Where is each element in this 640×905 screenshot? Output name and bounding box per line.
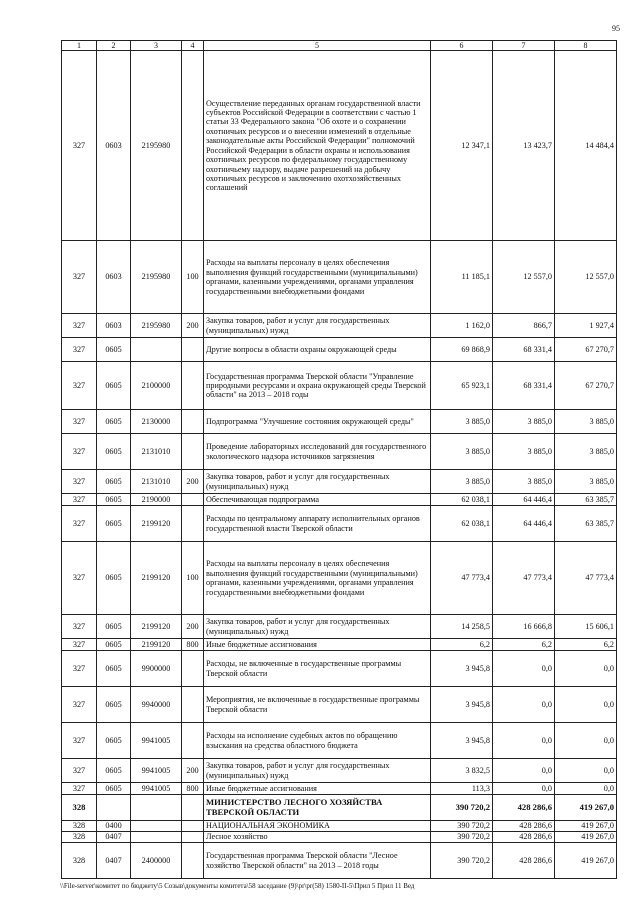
expense-type-cell — [182, 687, 204, 723]
amount-2014-cell: 3 945,8 — [431, 651, 493, 687]
amount-2016-cell: 6,2 — [555, 639, 617, 651]
expense-type-cell: 100 — [182, 542, 204, 615]
table-row — [62, 241, 617, 314]
description-cell: Государственная программа Тверской области "Управление природными ресурсами и охрана окружающей среды Тверской области" на 2013 – 2018 годы — [204, 362, 431, 410]
amount-2016-cell: 15 606,1 — [555, 615, 617, 639]
expense-type-cell — [182, 651, 204, 687]
amount-2015-cell: 428 286,6 — [493, 795, 555, 821]
amount-2015-cell: 68 331,4 — [493, 338, 555, 362]
amount-2016-cell: 0,0 — [555, 723, 617, 759]
section-code-cell: 0605 — [97, 506, 131, 542]
admin-code-cell: 327 — [62, 362, 97, 410]
table-row — [62, 314, 617, 338]
target-code-cell: 9941005 — [131, 783, 182, 795]
amount-2014-cell: 69 868,9 — [431, 338, 493, 362]
expense-type-cell: 800 — [182, 783, 204, 795]
col-header: 3 — [131, 41, 182, 51]
description-cell: Государственная программа Тверской области "Лесное хозяйство Тверской области" на 2013 – 2018 годы — [204, 843, 431, 879]
target-code-cell: 2199120 — [131, 639, 182, 651]
description-cell: МИНИСТЕРСТВО ЛЕСНОГО ХОЗЯЙСТВА ТВЕРСКОЙ ОБЛАСТИ — [204, 795, 431, 821]
description-cell: Иные бюджетные ассигнования — [204, 783, 431, 795]
amount-2014-cell: 390 720,2 — [431, 795, 493, 821]
section-code-cell: 0400 — [97, 821, 131, 832]
description-cell: Осуществление переданных органам государственной власти субъектов Российской Федерации в соответствии с частью 1 статьи 33 Федерального закона "Об охоте и о сохранении охотничьих ресурсов и о внесении изменений в отдельные законодательные акты Российской Федерации" полномочий Российской Федерации в области охраны и использования охотничьих ресурсов по федеральному государственному охотничьему надзору, выдаче разрешений на добычу охотничьих ресурсов и заключению охотхозяйственных соглашений — [204, 51, 431, 241]
col-header: 7 — [493, 41, 555, 51]
amount-2014-cell: 11 185,1 — [431, 241, 493, 314]
target-code-cell: 2195980 — [131, 51, 182, 241]
table-row — [62, 410, 617, 434]
amount-2016-cell: 47 773,4 — [555, 542, 617, 615]
amount-2015-cell: 3 885,0 — [493, 410, 555, 434]
amount-2014-cell: 3 885,0 — [431, 434, 493, 470]
expense-type-cell — [182, 506, 204, 542]
description-cell: Иные бюджетные ассигнования — [204, 639, 431, 651]
admin-code-cell: 327 — [62, 506, 97, 542]
amount-2015-cell: 13 423,7 — [493, 51, 555, 241]
admin-code-cell: 328 — [62, 843, 97, 879]
expense-type-cell — [182, 434, 204, 470]
budget-table — [61, 40, 617, 879]
description-cell: Лесное хозяйство — [204, 832, 431, 843]
amount-2015-cell: 0,0 — [493, 651, 555, 687]
target-code-cell: 9941005 — [131, 759, 182, 783]
target-code-cell: 2131010 — [131, 434, 182, 470]
table-row — [62, 821, 617, 832]
amount-2016-cell: 0,0 — [555, 759, 617, 783]
target-code-cell: 9941005 — [131, 723, 182, 759]
amount-2016-cell: 419 267,0 — [555, 832, 617, 843]
target-code-cell: 2199120 — [131, 615, 182, 639]
expense-type-cell — [182, 338, 204, 362]
admin-code-cell: 327 — [62, 314, 97, 338]
target-code-cell — [131, 821, 182, 832]
amount-2014-cell: 62 038,1 — [431, 506, 493, 542]
target-code-cell — [131, 338, 182, 362]
section-code-cell: 0605 — [97, 338, 131, 362]
table-row — [62, 51, 617, 241]
table-row — [62, 783, 617, 795]
target-code-cell: 2195980 — [131, 314, 182, 338]
section-code-cell: 0603 — [97, 314, 131, 338]
expense-type-cell — [182, 410, 204, 434]
amount-2015-cell: 428 286,6 — [493, 843, 555, 879]
table-row — [62, 434, 617, 470]
amount-2015-cell: 0,0 — [493, 723, 555, 759]
expense-type-cell — [182, 795, 204, 821]
amount-2016-cell: 3 885,0 — [555, 410, 617, 434]
amount-2015-cell: 0,0 — [493, 687, 555, 723]
section-code-cell — [97, 795, 131, 821]
table-row — [62, 795, 617, 821]
expense-type-cell: 200 — [182, 470, 204, 494]
table-row — [62, 494, 617, 506]
expense-type-cell — [182, 832, 204, 843]
expense-type-cell — [182, 723, 204, 759]
amount-2014-cell: 390 720,2 — [431, 821, 493, 832]
amount-2014-cell: 3 945,8 — [431, 687, 493, 723]
description-cell: НАЦИОНАЛЬНАЯ ЭКОНОМИКА — [204, 821, 431, 832]
description-cell: Расходы на исполнение судебных актов по обращению взыскания на средства областного бюджета — [204, 723, 431, 759]
description-cell: Проведение лабораторных исследований для государственного экологического надзора источников загрязнения — [204, 434, 431, 470]
description-cell: Расходы на выплаты персоналу в целях обеспечения выполнения функций государственными (муниципальными) органами, казенными учреждениями, органами управления государственными внебюджетными фондами — [204, 542, 431, 615]
col-header: 6 — [431, 41, 493, 51]
admin-code-cell: 327 — [62, 410, 97, 434]
admin-code-cell: 327 — [62, 494, 97, 506]
admin-code-cell: 328 — [62, 832, 97, 843]
target-code-cell — [131, 832, 182, 843]
section-code-cell: 0605 — [97, 410, 131, 434]
description-cell: Подпрограмма "Улучшение состояния окружающей среды" — [204, 410, 431, 434]
expense-type-cell: 800 — [182, 639, 204, 651]
expense-type-cell — [182, 494, 204, 506]
section-code-cell: 0605 — [97, 542, 131, 615]
expense-type-cell: 100 — [182, 241, 204, 314]
section-code-cell: 0605 — [97, 783, 131, 795]
table-row — [62, 506, 617, 542]
section-code-cell: 0605 — [97, 687, 131, 723]
description-cell: Закупка товаров, работ и услуг для государственных (муниципальных) нужд — [204, 470, 431, 494]
header-row — [62, 41, 617, 51]
amount-2016-cell: 3 885,0 — [555, 470, 617, 494]
section-code-cell: 0603 — [97, 241, 131, 314]
description-cell: Расходы, не включенные в государственные программы Тверской области — [204, 651, 431, 687]
amount-2014-cell: 3 885,0 — [431, 470, 493, 494]
table-row — [62, 362, 617, 410]
amount-2015-cell: 16 666,8 — [493, 615, 555, 639]
amount-2014-cell: 1 162,0 — [431, 314, 493, 338]
amount-2015-cell: 68 331,4 — [493, 362, 555, 410]
section-code-cell: 0605 — [97, 651, 131, 687]
section-code-cell: 0605 — [97, 494, 131, 506]
table-row — [62, 832, 617, 843]
target-code-cell: 2190000 — [131, 494, 182, 506]
admin-code-cell: 328 — [62, 795, 97, 821]
admin-code-cell: 328 — [62, 821, 97, 832]
amount-2016-cell: 0,0 — [555, 687, 617, 723]
amount-2015-cell: 3 885,0 — [493, 470, 555, 494]
section-code-cell: 0605 — [97, 639, 131, 651]
amount-2015-cell: 866,7 — [493, 314, 555, 338]
section-code-cell: 0407 — [97, 832, 131, 843]
amount-2014-cell: 3 885,0 — [431, 410, 493, 434]
description-cell: Расходы на выплаты персоналу в целях обеспечения выполнения функций государственными (муниципальными) органами, казенными учреждениями, органами управления государственными внебюджетными фондами — [204, 241, 431, 314]
amount-2014-cell: 6,2 — [431, 639, 493, 651]
description-cell: Расходы по центральному аппарату исполнительных органов государственной власти Тверской области — [204, 506, 431, 542]
amount-2015-cell: 3 885,0 — [493, 434, 555, 470]
expense-type-cell: 200 — [182, 615, 204, 639]
amount-2016-cell: 67 270,7 — [555, 362, 617, 410]
table-row — [62, 470, 617, 494]
amount-2014-cell: 390 720,2 — [431, 832, 493, 843]
amount-2014-cell: 12 347,1 — [431, 51, 493, 241]
admin-code-cell: 327 — [62, 783, 97, 795]
section-code-cell: 0605 — [97, 434, 131, 470]
table-row — [62, 843, 617, 879]
target-code-cell: 2199120 — [131, 506, 182, 542]
description-cell: Другие вопросы в области охраны окружающей среды — [204, 338, 431, 362]
amount-2015-cell: 6,2 — [493, 639, 555, 651]
col-header: 2 — [97, 41, 131, 51]
target-code-cell: 2131010 — [131, 470, 182, 494]
amount-2016-cell: 419 267,0 — [555, 821, 617, 832]
expense-type-cell — [182, 821, 204, 832]
amount-2015-cell: 0,0 — [493, 783, 555, 795]
amount-2014-cell: 47 773,4 — [431, 542, 493, 615]
amount-2014-cell: 3 832,5 — [431, 759, 493, 783]
admin-code-cell: 327 — [62, 615, 97, 639]
amount-2015-cell: 47 773,4 — [493, 542, 555, 615]
amount-2016-cell: 63 385,7 — [555, 506, 617, 542]
col-header: 8 — [555, 41, 617, 51]
amount-2014-cell: 390 720,2 — [431, 843, 493, 879]
amount-2016-cell: 419 267,0 — [555, 795, 617, 821]
amount-2016-cell: 12 557,0 — [555, 241, 617, 314]
col-header: 4 — [182, 41, 204, 51]
admin-code-cell: 327 — [62, 651, 97, 687]
admin-code-cell: 327 — [62, 639, 97, 651]
col-header: 5 — [204, 41, 431, 51]
table-row — [62, 542, 617, 615]
target-code-cell: 9940000 — [131, 687, 182, 723]
amount-2015-cell: 12 557,0 — [493, 241, 555, 314]
expense-type-cell — [182, 51, 204, 241]
page-number: 95 — [612, 24, 620, 33]
expense-type-cell: 200 — [182, 314, 204, 338]
expense-type-cell: 200 — [182, 759, 204, 783]
admin-code-cell: 327 — [62, 434, 97, 470]
expense-type-cell — [182, 843, 204, 879]
table-row — [62, 615, 617, 639]
amount-2014-cell: 14 258,5 — [431, 615, 493, 639]
amount-2015-cell: 64 446,4 — [493, 506, 555, 542]
section-code-cell: 0603 — [97, 51, 131, 241]
amount-2016-cell: 67 270,7 — [555, 338, 617, 362]
table-row — [62, 759, 617, 783]
amount-2014-cell: 3 945,8 — [431, 723, 493, 759]
admin-code-cell: 327 — [62, 338, 97, 362]
admin-code-cell: 327 — [62, 241, 97, 314]
target-code-cell: 2199120 — [131, 542, 182, 615]
description-cell: Закупка товаров, работ и услуг для государственных (муниципальных) нужд — [204, 615, 431, 639]
section-code-cell: 0605 — [97, 362, 131, 410]
col-header: 1 — [62, 41, 97, 51]
admin-code-cell: 327 — [62, 542, 97, 615]
target-code-cell: 2195980 — [131, 241, 182, 314]
amount-2014-cell: 62 038,1 — [431, 494, 493, 506]
amount-2016-cell: 419 267,0 — [555, 843, 617, 879]
admin-code-cell: 327 — [62, 51, 97, 241]
section-code-cell: 0605 — [97, 615, 131, 639]
description-cell: Обеспечивающая подпрограмма — [204, 494, 431, 506]
table-row — [62, 687, 617, 723]
amount-2016-cell: 1 927,4 — [555, 314, 617, 338]
table-row — [62, 651, 617, 687]
amount-2015-cell: 428 286,6 — [493, 821, 555, 832]
amount-2015-cell: 428 286,6 — [493, 832, 555, 843]
amount-2014-cell: 113,3 — [431, 783, 493, 795]
amount-2014-cell: 65 923,1 — [431, 362, 493, 410]
amount-2016-cell: 0,0 — [555, 783, 617, 795]
description-cell: Закупка товаров, работ и услуг для государственных (муниципальных) нужд — [204, 759, 431, 783]
admin-code-cell: 327 — [62, 759, 97, 783]
target-code-cell: 2130000 — [131, 410, 182, 434]
table-row — [62, 723, 617, 759]
amount-2016-cell: 0,0 — [555, 651, 617, 687]
description-cell: Мероприятия, не включенные в государственные программы Тверской области — [204, 687, 431, 723]
table-row — [62, 639, 617, 651]
section-code-cell: 0605 — [97, 759, 131, 783]
section-code-cell: 0407 — [97, 843, 131, 879]
target-code-cell: 2100000 — [131, 362, 182, 410]
amount-2016-cell: 3 885,0 — [555, 434, 617, 470]
section-code-cell: 0605 — [97, 723, 131, 759]
description-cell: Закупка товаров, работ и услуг для государственных (муниципальных) нужд — [204, 314, 431, 338]
expense-type-cell — [182, 362, 204, 410]
target-code-cell — [131, 795, 182, 821]
target-code-cell: 9900000 — [131, 651, 182, 687]
admin-code-cell: 327 — [62, 687, 97, 723]
section-code-cell: 0605 — [97, 470, 131, 494]
amount-2016-cell: 14 484,4 — [555, 51, 617, 241]
amount-2015-cell: 0,0 — [493, 759, 555, 783]
amount-2015-cell: 64 446,4 — [493, 494, 555, 506]
target-code-cell: 2400000 — [131, 843, 182, 879]
admin-code-cell: 327 — [62, 723, 97, 759]
table-row — [62, 338, 617, 362]
file-path-footer: \\File-server\комитет по бюджету\5 Созыв\документы комитета\58 заседание (9)\pr\pr(58) 1580-II-5\Прил 5 Прил 11 Вед — [60, 882, 415, 890]
amount-2016-cell: 63 385,7 — [555, 494, 617, 506]
admin-code-cell: 327 — [62, 470, 97, 494]
